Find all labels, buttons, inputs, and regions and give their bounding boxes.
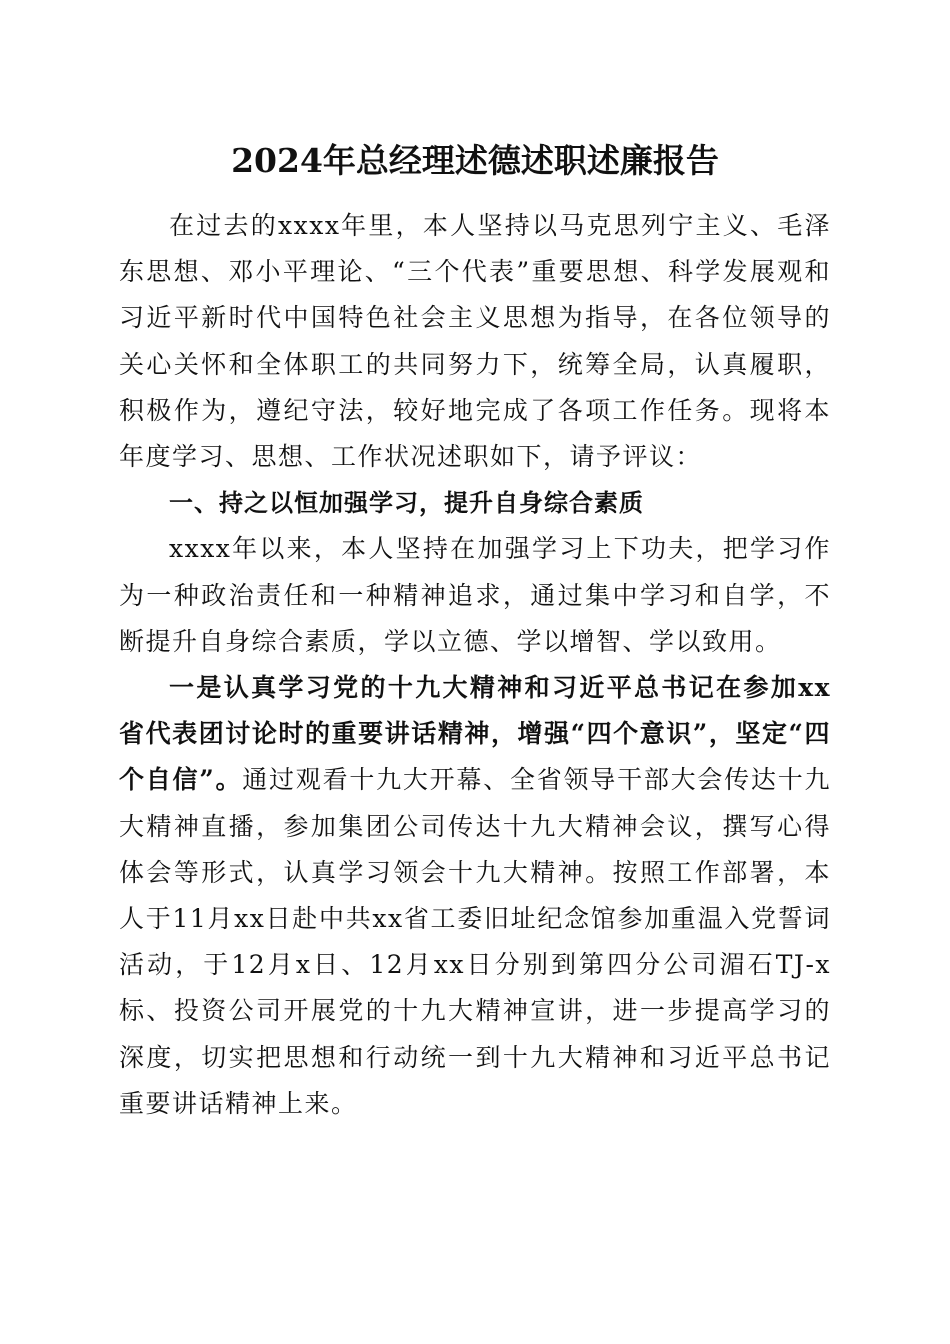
document-title: 2024年总经理述德述职述廉报告 [231, 141, 719, 180]
section1-paragraph-1: xxxx年以来，本人坚持在加强学习上下功夫，把学习作为一种政治责任和一种精神追求，通过集中学习和自学，不断提升自身综合素质，学以立德、学以增智、学以致用。 [119, 534, 831, 656]
paragraph-lead-sentence: 一是认真学习党的十九大精神和习近平总书记在参加xx省代表团讨论时的重要讲话精神，增强“四个意识”，坚定“四个自信”。 [119, 673, 831, 795]
section1-paragraph-2 [119, 665, 831, 1127]
document-body [119, 203, 831, 1127]
paragraph-body-text: 通过观看十九大开幕、全省领导干部大会传达十九大精神直播，参加集团公司传达十九大精神会议，撰写心得体会等形式，认真学习领会十九大精神。按照工作部署，本人于11月xx日赴中共xx省工委旧址纪念馆参加重温入党誓词活动，于12月x日、12月xx日分别到第四分公司湄石TJ-x标、投资公司开展党的十九大精神宣讲，进一步提高学习的深度，切实把思想和行动统一到十九大精神和习近平总书记重要讲话精神上来。 [119, 765, 831, 1118]
intro-paragraph: 在过去的xxxx年里，本人坚持以马克思列宁主义、毛泽东思想、邓小平理论、“三个代表”重要思想、科学发展观和习近平新时代中国特色社会主义思想为指导，在各位领导的关心关怀和全体职工的共同努力下，统筹全局，认真履职，积极作为，遵纪守法，较好地完成了各项工作任务。现将本年度学习、思想、工作状况述职如下，请予评议： [119, 211, 831, 472]
section-heading-1: 一、持之以恒加强学习，提升自身综合素质 [169, 489, 644, 518]
